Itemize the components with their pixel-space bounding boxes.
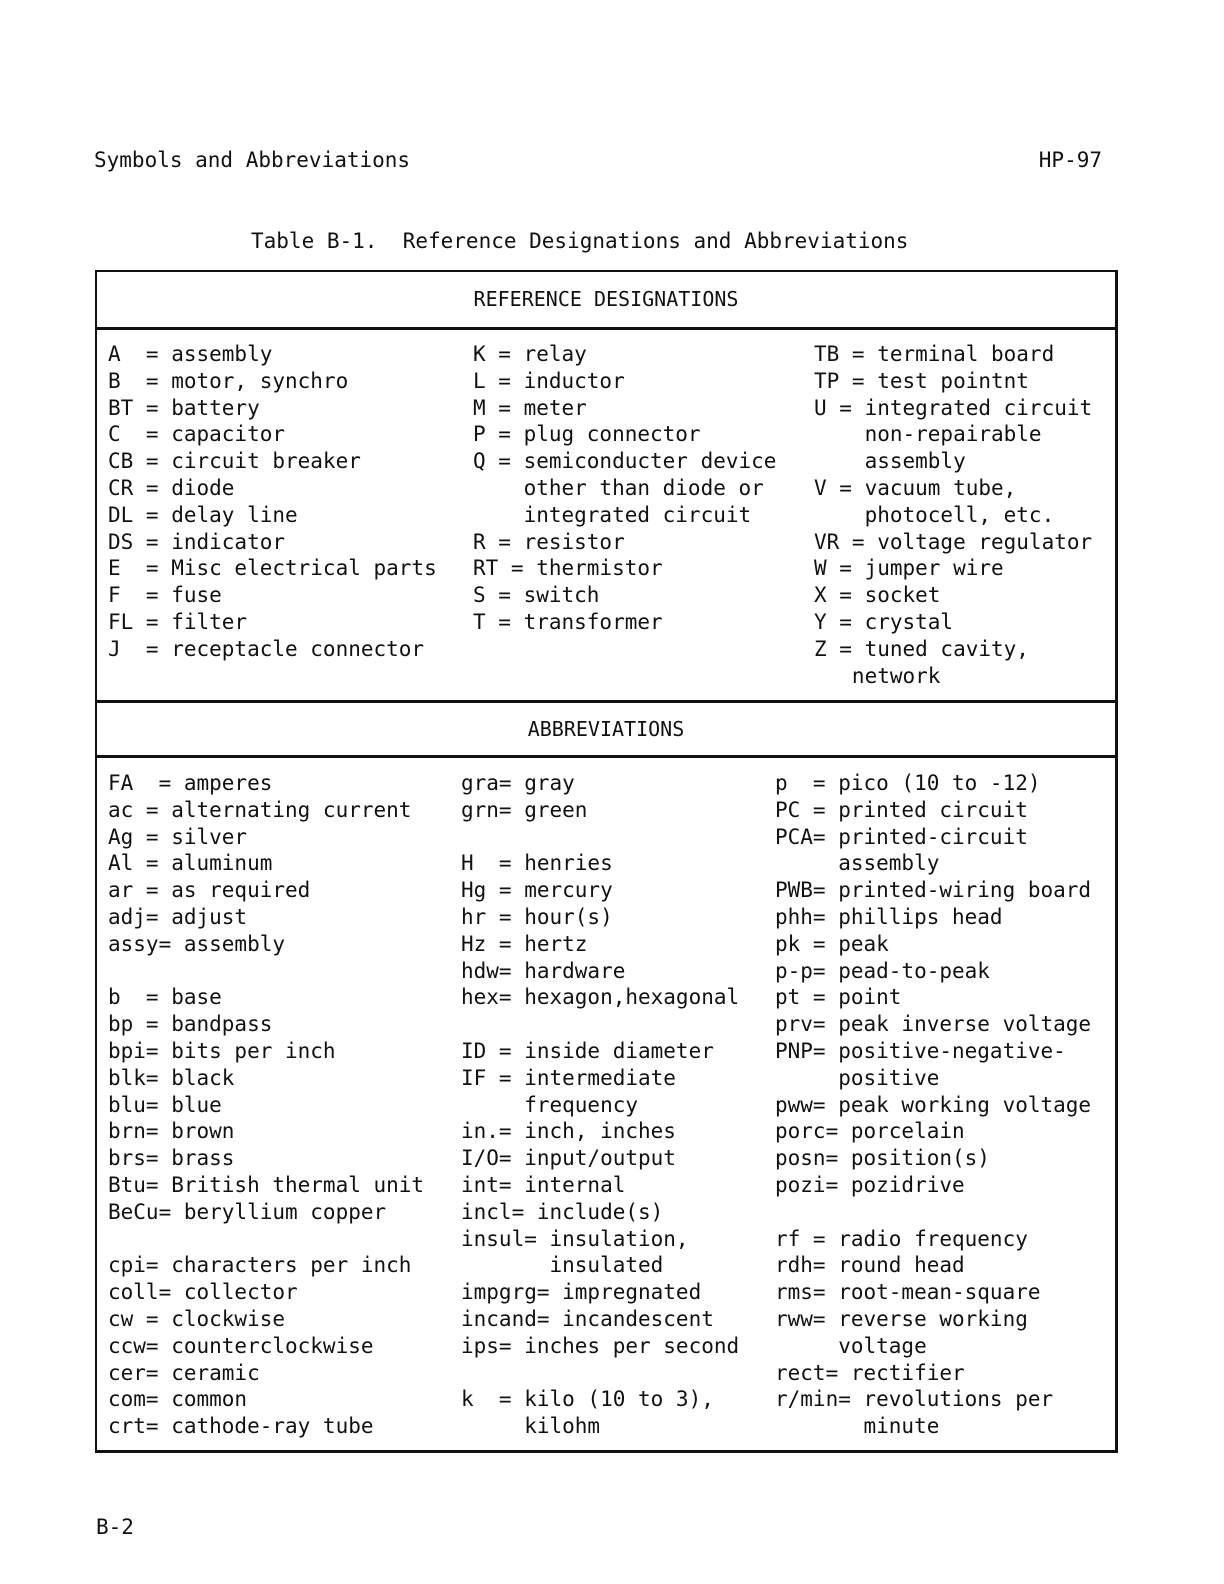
table-entry: BeCu= beryllium copper [108,1199,387,1224]
table-entry: L = inductor [473,368,625,393]
table-entry: CB = circuit breaker [108,449,361,474]
table-entry [461,1360,739,1387]
table-entry: impgrg= impregnated [461,1280,702,1305]
table-entry: FA = amperes [108,771,273,795]
table-entry: hr = hour(s) [461,904,613,929]
table-entry: network [814,663,941,688]
table-entry: I/O= input/output [461,1146,676,1171]
table-entry: non-repairable [814,422,1042,447]
table-entry: grn= green [461,797,588,822]
table-entry: rect= rectifier [775,1360,965,1385]
table-entry: F = fuse [108,583,222,608]
page-header-title: Symbols and Abbreviations [94,148,411,172]
table-entry: X = socket [814,583,941,608]
table-entry: DS = indicator [108,529,286,554]
table-entry: U = integrated circuit [814,395,1093,420]
table-entry: bpi= bits per inch [108,1038,336,1063]
table-entry [461,1011,739,1038]
table-entry: PWB= printed-wiring board [775,878,1092,903]
table-entry: pww= peak working voltage [775,1092,1092,1117]
table-entry: E = Misc electrical parts [108,556,437,581]
table-entry: com= common [108,1387,248,1412]
table-entry: K = relay [473,342,587,366]
page-number: B-2 [96,1515,134,1539]
table-entry: C = capacitor [108,422,286,447]
table-entry: gra= gray [461,771,575,795]
reference-designations-heading: REFERENCE DESIGNATIONS [97,272,1115,330]
table-entry: k = kilo (10 to 3), [461,1387,714,1412]
table-entry: TB = terminal board [814,342,1055,366]
table-entry: incand= incandescent [461,1306,714,1331]
table-entry: R = resistor [473,529,625,554]
table-entry: p-p= pead-to-peak [775,958,990,983]
table-entry: positive [775,1065,940,1090]
reference-col-3 [814,341,1092,689]
table-entry [775,1199,1091,1226]
table-entry: other than diode or [473,475,764,500]
table-entry: crt= cathode-ray tube [108,1414,374,1439]
table-entry: V = vacuum tube, [814,475,1017,500]
table-entry: pk = peak [775,931,889,956]
table-entry: in.= inch, inches [461,1119,676,1144]
table-entry: BT = battery [108,395,260,420]
table-entry: cpi= characters per inch [108,1253,412,1278]
table-entry: PNP= positive-negative- [775,1038,1066,1063]
table-entry: ips= inches per second [461,1333,740,1358]
table-entry: voltage [775,1333,927,1358]
table-entry: bp = bandpass [108,1012,273,1037]
table-entry: J = receptacle connector [108,636,425,661]
table-entry: coll= collector [108,1280,298,1305]
table-entry: p = pico (10 to -12) [775,771,1041,795]
table-entry [461,824,739,851]
table-entry: W = jumper wire [814,556,1004,581]
page-header-model: HP-97 [1038,148,1102,172]
table-entry: Q = semiconducter device [473,449,777,474]
table-entry: S = switch [473,583,600,608]
abbreviations-heading: ABBREVIATIONS [97,700,1115,758]
table-entry: H = henries [461,851,613,876]
table-entry: IF = intermediate [461,1065,676,1090]
table-entry: brn= brown [108,1119,235,1144]
table-entry: T = transformer [473,609,663,634]
abbreviations-col-3 [775,770,1091,1440]
table-entry: insulated [461,1253,664,1278]
table-entry: Al = aluminum [108,851,273,876]
table-entry: ac = alternating current [108,797,412,822]
table-entry: minute [775,1414,940,1439]
table-entry: r/min= revolutions per [775,1387,1054,1412]
table-entry: PCA= printed-circuit [775,824,1028,849]
table-entry: ar = as required [108,878,311,903]
table-entry: VR = voltage regulator [814,529,1093,554]
table-entry: assembly [814,449,966,474]
table-entry: ID = inside diameter [461,1038,714,1063]
table-entry: blk= black [108,1065,235,1090]
table-entry: Z = tuned cavity, [814,636,1029,661]
table-entry: posn= position(s) [775,1146,990,1171]
table-entry: Hz = hertz [461,931,588,956]
table-entry: assembly [775,851,940,876]
table-entry: Hg = mercury [461,878,613,903]
table-entry: rms= root-mean-square [775,1280,1041,1305]
table-entry: assy= assembly [108,931,286,956]
table-entry: hex= hexagon,hexagonal [461,985,740,1010]
table-entry: blu= blue [108,1092,222,1117]
table-entry: Ag = silver [108,824,248,849]
table-entry: P = plug connector [473,422,701,447]
table-entry: pt = point [775,985,902,1010]
table-entry: A = assembly [108,342,273,366]
table-entry: brs= brass [108,1146,235,1171]
table-entry: int= internal [461,1172,626,1197]
table-entry: cer= ceramic [108,1360,260,1385]
table-entry: TP = test pointnt [814,368,1029,393]
table-entry [108,958,424,985]
table-entry: DL = delay line [108,502,298,527]
table-entry: Btu= British thermal unit [108,1172,425,1197]
abbreviations-col-1 [108,770,424,1440]
table-entry: B = motor, synchro [108,368,349,393]
table-entry: b = base [108,985,222,1010]
table-entry: Y = crystal [814,609,954,634]
table-entry: RT = thermistor [473,556,663,581]
table-entry: photocell, etc. [814,502,1055,527]
table-entry: rdh= round head [775,1253,965,1278]
table-caption: Table B-1. Reference Designations and Abbreviations [251,229,909,253]
table-entry: insul= insulation, [461,1226,689,1251]
reference-col-1 [108,341,437,663]
table-entry: kilohm [461,1414,601,1439]
table-entry: rww= reverse working [775,1306,1028,1331]
reference-col-2 [473,341,776,636]
table-entry [108,1226,424,1253]
table-entry: ccw= counterclockwise [108,1333,374,1358]
table-entry: pozi= pozidrive [775,1172,965,1197]
table-entry: incl= include(s) [461,1199,664,1224]
table-entry: CR = diode [108,475,235,500]
table-entry: prv= peak inverse voltage [775,1012,1092,1037]
table-entry: frequency [461,1092,639,1117]
table-entry: integrated circuit [473,502,752,527]
table-entry: FL = filter [108,609,248,634]
table-entry: cw = clockwise [108,1306,286,1331]
table-entry: phh= phillips head [775,904,1003,929]
table-entry: porc= porcelain [775,1119,965,1144]
table-entry: hdw= hardware [461,958,626,983]
reference-table [95,270,1118,1453]
table-entry: M = meter [473,395,587,420]
table-entry: rf = radio frequency [775,1226,1028,1251]
abbreviations-col-2 [461,770,739,1440]
table-entry: adj= adjust [108,904,248,929]
table-entry: PC = printed circuit [775,797,1028,822]
